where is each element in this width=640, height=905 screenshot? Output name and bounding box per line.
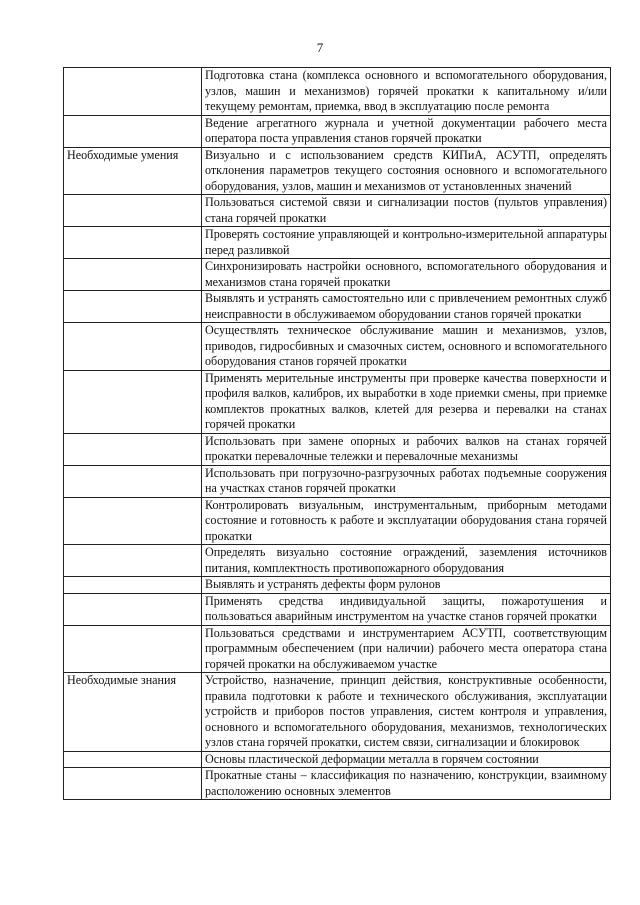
category-cell	[64, 465, 202, 497]
requirement-text-cell: Осуществлять техническое обслуживание машин и механизмов, узлов, приводов, гидросбивных и смазочных систем, основного и вспомогательного оборудования станов горячей прокатки	[202, 323, 611, 371]
table-row	[64, 545, 611, 577]
category-cell	[64, 259, 202, 291]
category-cell	[64, 433, 202, 465]
requirement-text-cell: Применять средства индивидуальной защиты, пожаротушения и пользоваться аварийным инструментом на участке станов горячей прокатки	[202, 593, 611, 625]
table-row	[64, 115, 611, 147]
requirement-text-cell: Применять мерительные инструменты при проверке качества поверхности и профиля валков, калибров, их выработки в ходе приемки смены, при приемке комплектов прокатных валков, клетей для резерва и перевалки на станах горячей прокатки	[202, 370, 611, 433]
table-row	[64, 751, 611, 768]
table-row	[64, 593, 611, 625]
category-cell	[64, 291, 202, 323]
table-row	[64, 323, 611, 371]
category-cell	[64, 577, 202, 594]
table-row	[64, 673, 611, 752]
category-cell	[64, 370, 202, 433]
requirement-text-cell: Контролировать визуальным, инструментальным, приборным методами состояние и готовность к работе и эксплуатации оборудования стана горячей прокатки	[202, 497, 611, 545]
requirement-text-cell: Пользоваться системой связи и сигнализации постов (пультов управления) стана горячей прокатки	[202, 195, 611, 227]
requirement-text-cell: Ведение агрегатного журнала и учетной документации рабочего места оператора поста управления станов горячей прокатки	[202, 115, 611, 147]
requirement-text-cell: Синхронизировать настройки основного, вспомогательного оборудования и механизмов стана горячей прокатки	[202, 259, 611, 291]
table-row	[64, 433, 611, 465]
category-cell	[64, 625, 202, 673]
requirement-text-cell: Пользоваться средствами и инструментарием АСУТП, соответствующим программным обеспечением (при наличии) рабочего места оператора стана горячей прокатки на обслуживаемом участке	[202, 625, 611, 673]
page-number: 7	[316, 40, 324, 55]
requirement-text-cell: Проверять состояние управляющей и контрольно-измерительной аппаратуры перед разливкой	[202, 227, 611, 259]
table-row	[64, 227, 611, 259]
requirements-table	[63, 67, 611, 800]
table-row	[64, 68, 611, 116]
requirement-text-cell: Основы пластической деформации металла в горячем состоянии	[202, 751, 611, 768]
requirement-text-cell: Подготовка стана (комплекса основного и вспомогательного оборудования, узлов, машин и механизмов) горячей прокатки к капитальному и/или текущему ремонтам, приемка, ввод в эксплуатацию после ремонта	[202, 68, 611, 116]
requirement-text-cell: Прокатные станы – классификация по назначению, конструкции, взаимному расположению основных элементов	[202, 768, 611, 800]
category-cell	[64, 227, 202, 259]
table-row	[64, 195, 611, 227]
requirement-text-cell: Использовать при замене опорных и рабочих валков на станах горячей прокатки перевалочные тележки и перевалочные механизмы	[202, 433, 611, 465]
category-cell	[64, 545, 202, 577]
category-cell	[64, 68, 202, 116]
requirement-text-cell: Использовать при погрузочно-разгрузочных работах подъемные сооружения на участках станов горячей прокатки	[202, 465, 611, 497]
requirement-text-cell: Визуально и с использованием средств КИПиА, АСУТП, определять отклонения параметров текущего состояния основного и вспомогательного оборудования, узлов, машин и механизмов от установленных значений	[202, 147, 611, 195]
category-cell	[64, 115, 202, 147]
category-cell: Необходимые знания	[64, 673, 202, 752]
category-cell	[64, 195, 202, 227]
category-cell	[64, 323, 202, 371]
table-row	[64, 465, 611, 497]
category-cell	[64, 751, 202, 768]
requirement-text-cell: Выявлять и устранять дефекты форм рулонов	[202, 577, 611, 594]
requirement-text-cell: Определять визуально состояние ограждений, заземления источников питания, комплектность противопожарного оборудования	[202, 545, 611, 577]
requirement-text-cell: Выявлять и устранять самостоятельно или с привлечением ремонтных служб неисправности в обслуживаемом оборудовании станов горячей прокатки	[202, 291, 611, 323]
table-row	[64, 577, 611, 594]
requirement-text-cell: Устройство, назначение, принцип действия, конструктивные особенности, правила подготовки к работе и технического обслуживания, эксплуатации устройств и приборов постов управления, систем контроля и управления, основного и вспомогательного оборудования, механизмов, технологических узлов стана горячей прокатки, систем связи, сигнализации и блокировок	[202, 673, 611, 752]
category-cell	[64, 768, 202, 800]
table-row	[64, 497, 611, 545]
table-row	[64, 259, 611, 291]
category-cell: Необходимые умения	[64, 147, 202, 195]
category-cell	[64, 497, 202, 545]
table-row	[64, 291, 611, 323]
table-row	[64, 370, 611, 433]
table-row	[64, 625, 611, 673]
table-row	[64, 147, 611, 195]
category-cell	[64, 593, 202, 625]
table-row	[64, 768, 611, 800]
